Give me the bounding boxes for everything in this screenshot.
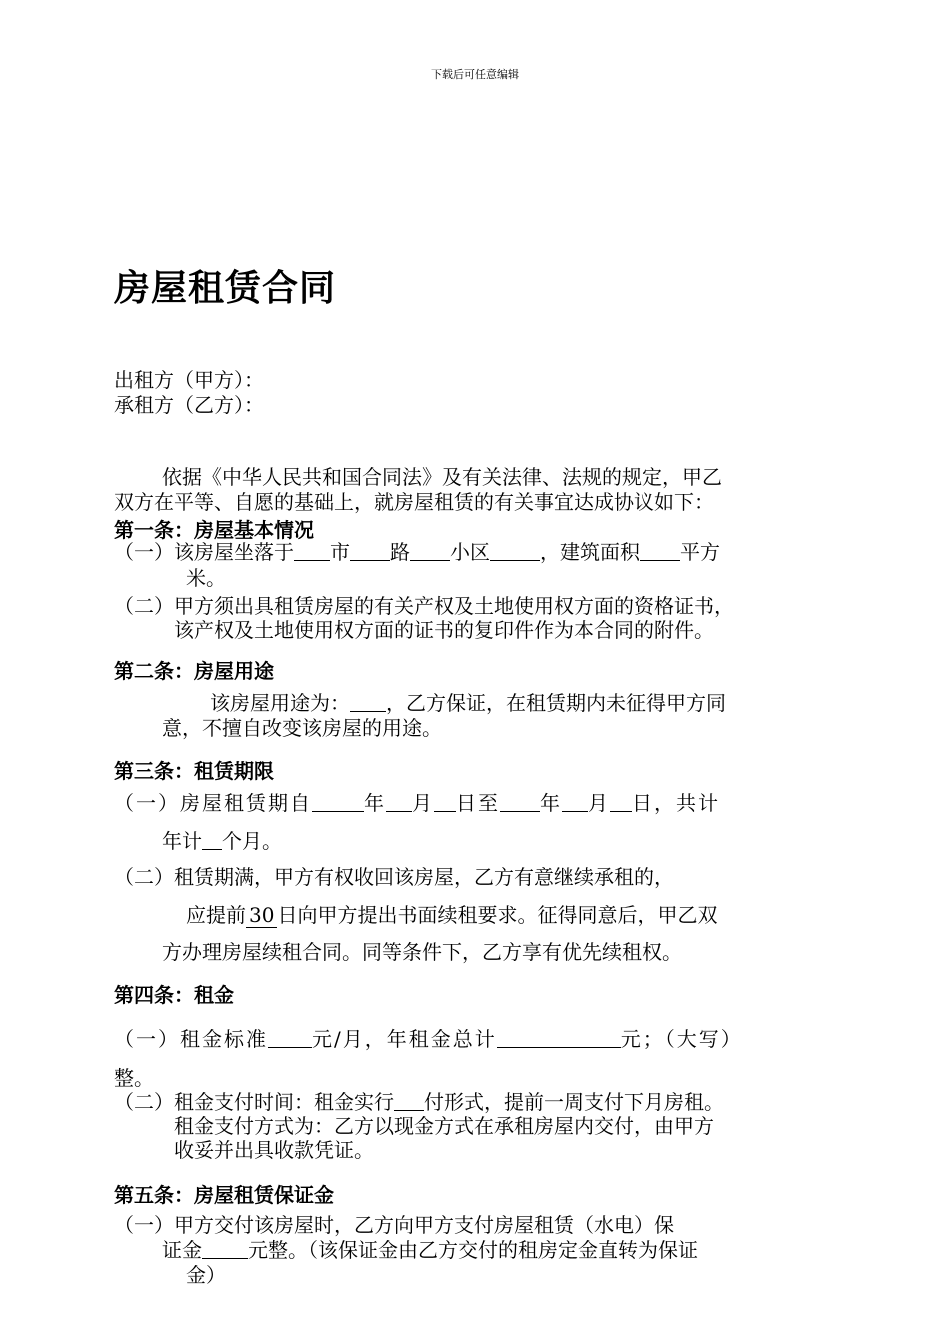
text: 年计 [162, 829, 202, 853]
blank-field [434, 793, 456, 812]
text: 日，共计 [632, 791, 720, 815]
blank-field [640, 542, 680, 561]
article-4-heading: 第四条：租金 [114, 983, 234, 1007]
notice-days: 30 [246, 903, 277, 928]
blank-field [268, 1029, 312, 1048]
text: 付形式，提前一周支付下月房租。 [424, 1090, 724, 1114]
text: 该房屋用途为： [210, 691, 350, 715]
article-5-item-1-line-3: 金） [186, 1263, 226, 1287]
article-1-item-2-line-2: 该产权及土地使用权方面的证书的复印件作为本合同的附件。 [174, 618, 714, 642]
text: （一）房屋租赁期自 [114, 791, 312, 815]
text: ，建筑面积 [540, 540, 640, 564]
article-5-heading: 第五条：房屋租赁保证金 [114, 1183, 334, 1207]
blank-field [500, 793, 540, 812]
article-3-item-2-line-1: （二）租赁期满，甲方有权收回该房屋，乙方有意继续承租的， [114, 865, 674, 889]
intro-line-1: 依据《中华人民共和国合同法》及有关法律、法规的规定，甲乙 [162, 465, 722, 489]
blank-field [386, 793, 412, 812]
blank-field [497, 1029, 621, 1048]
text: 元整。（该保证金由乙方交付的租房定金直转为保证 [248, 1238, 698, 1262]
blank-field [202, 1240, 248, 1259]
article-3-item-1-line-1 [114, 791, 720, 815]
text: 元；（大写） [620, 1027, 743, 1051]
text: 个月。 [222, 829, 282, 853]
text: 日至 [456, 791, 500, 815]
blank-field [350, 542, 390, 561]
article-2-heading: 第二条：房屋用途 [114, 659, 274, 683]
blank-field [312, 793, 364, 812]
document-title: 房屋租赁合同 [114, 268, 337, 309]
text: 平方 [680, 540, 720, 564]
intro-line-2: 双方在平等、自愿的基础上，就房屋租赁的有关事宜达成协议如下： [114, 490, 714, 514]
article-1-item-1-line-2: 米。 [186, 566, 226, 590]
text: 应提前 [186, 903, 246, 927]
text: （一）租金标准 [114, 1027, 268, 1051]
text: 证金 [162, 1238, 202, 1262]
blank-field [562, 793, 588, 812]
article-5-item-1-line-2 [162, 1238, 698, 1262]
article-4-item-1-line-1 [114, 1027, 743, 1051]
text: （一）该房屋坐落于 [114, 540, 294, 564]
blank-field [350, 693, 386, 712]
article-4-item-1-line-2: 整。 [114, 1066, 154, 1090]
article-2-line-2: 意，不擅自改变该房屋的用途。 [162, 716, 442, 740]
text: （二）租金支付时间：租金实行 [114, 1090, 394, 1114]
blank-field [202, 831, 222, 850]
article-3-item-2-line-3: 方办理房屋续租合同。同等条件下，乙方享有优先续租权。 [162, 940, 682, 964]
text: 年 [540, 791, 562, 815]
header-note: 下载后可任意编辑 [431, 68, 519, 81]
article-1-heading: 第一条：房屋基本情况 [114, 518, 314, 542]
blank-field [294, 542, 330, 561]
text: 日向甲方提出书面续租要求。征得同意后，甲乙双 [277, 903, 718, 927]
text: 市 [330, 540, 350, 564]
article-2-line-1 [210, 691, 726, 715]
blank-field [490, 542, 540, 561]
text: 小区 [450, 540, 490, 564]
blank-field [610, 793, 632, 812]
text: 元/月，年租金总计 [312, 1027, 497, 1051]
text: 路 [390, 540, 410, 564]
blank-field [410, 542, 450, 561]
lessor-label: 出租方（甲方）： [114, 368, 264, 392]
article-1-item-1-line-1 [114, 540, 720, 564]
blank-field [394, 1092, 424, 1111]
article-3-heading: 第三条：租赁期限 [114, 759, 274, 783]
article-4-item-2-line-3: 收妥并出具收款凭证。 [174, 1138, 374, 1162]
article-3-item-1-line-2 [162, 829, 282, 853]
text: 月 [588, 791, 610, 815]
lessee-label: 承租方（乙方）： [114, 393, 264, 417]
article-1-item-2-line-1: （二）甲方须出具租赁房屋的有关产权及土地使用权方面的资格证书， [114, 594, 734, 618]
text: ，乙方保证，在租赁期内未征得甲方同 [386, 691, 726, 715]
article-5-item-1-line-1: （一）甲方交付该房屋时，乙方向甲方支付房屋租赁（水电）保 [114, 1213, 674, 1237]
article-4-item-2-line-2: 租金支付方式为：乙方以现金方式在承租房屋内交付，由甲方 [174, 1114, 714, 1138]
article-4-item-2-line-1 [114, 1090, 724, 1114]
article-3-item-2-line-2 [186, 903, 717, 927]
text: 年 [364, 791, 386, 815]
text: 月 [412, 791, 434, 815]
